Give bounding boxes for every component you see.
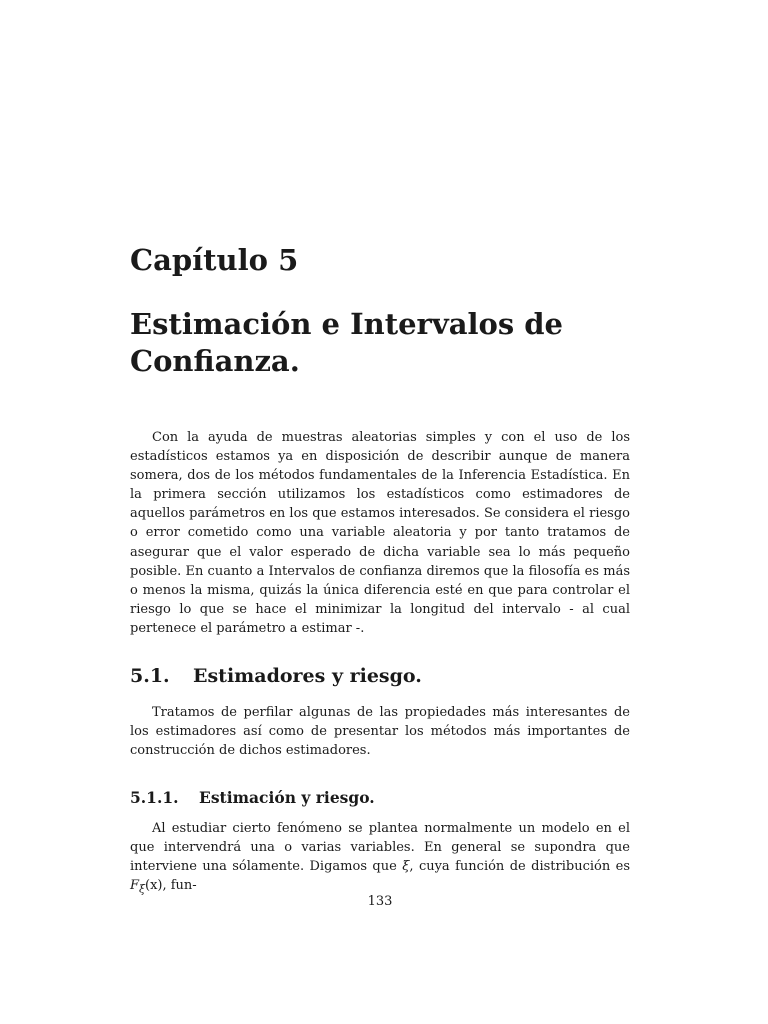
intro-paragraph (130, 428, 630, 638)
math-F: F (130, 878, 140, 894)
subsection-number: 5.1.1. (130, 788, 179, 807)
intro-text: Con la ayuda de muestras aleatorias simples y con el uso de los estadísticos estamos ya en disposición de describir aunque de manera somera, dos de los métodos fundamentales de la Inferencia Estadística. En la primera sección utilizamos los estadísticos como estimadores de aquellos parámetros en los que estamos interesados. Se considera el riesgo o error cometido como una variable aleatoria y por tanto tratamos de asegurar que el valor esperado de dicha variable sea lo más pequeño posible. En cuanto a Intervalos de confianza diremos que la filosofía es más o menos la misma, quizás la única diferencia esté en que para controlar el riesgo lo que se hace el minimizar la longitud del intervalo - al cual pertenece el parámetro a estimar -. (130, 430, 630, 636)
subsection-text-start: Al estudiar cierto fenómeno se plantea normalmente un modelo en el que intervendrá una o varias variables. En general se supondra que interviene una sólamente. Digamos que (130, 821, 630, 875)
section-title: Estimadores y riesgo. (193, 665, 422, 687)
section-paragraph (130, 703, 630, 760)
page-number: 133 (367, 894, 393, 909)
math-xi: ξ (402, 859, 410, 875)
math-argument: (x) (145, 878, 163, 894)
section-paragraph-text: Tratamos de perfilar algunas de las propiedades más interesantes de los estimadores así como de presentar los métodos más importantes de construcción de dichos estimadores. (130, 705, 630, 759)
section-number: 5.1. (130, 665, 170, 687)
subsection-paragraph (130, 819, 630, 899)
subsection-title: Estimación y riesgo. (199, 788, 375, 807)
chapter-label: Capítulo 5 (130, 243, 299, 277)
math-F-subscript: ξ (139, 882, 145, 896)
subsection-text-middle: , cuya función de distribución es (409, 859, 631, 875)
chapter-title: Estimación e Intervalos de Confianza. (130, 307, 563, 378)
section-heading (130, 663, 422, 689)
subsection-heading (130, 787, 375, 809)
subsection-text-end: , fun- (162, 878, 197, 894)
